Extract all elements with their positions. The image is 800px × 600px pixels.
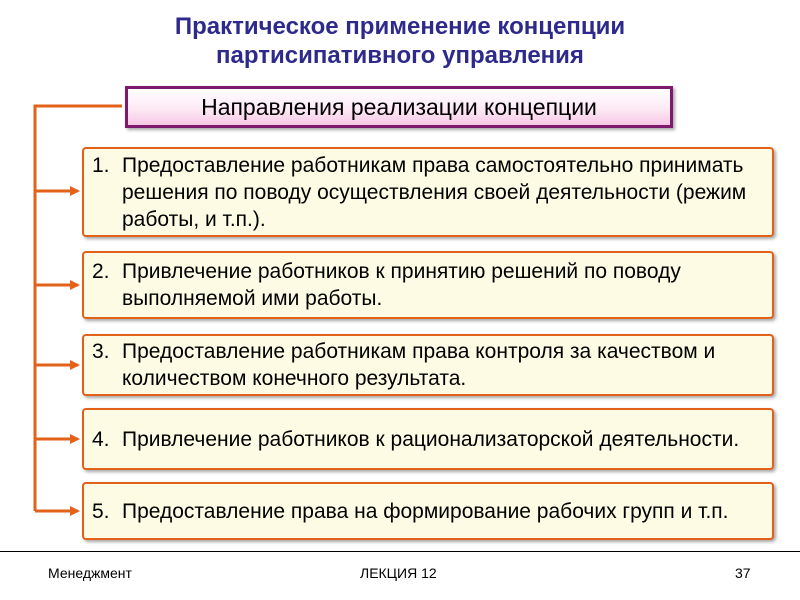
slide-title-line-1: Практическое применение концепции (174, 13, 626, 40)
item-text: Предоставление работникам права контроля за качеством и количеством конечного результата. (122, 340, 716, 390)
footer-page-number: 37 (735, 565, 751, 581)
direction-item-3 (82, 334, 774, 396)
direction-item-1 (82, 147, 774, 237)
item-text: Предоставление права на формирование рабочих групп и т.п. (122, 499, 729, 523)
item-text: Привлечение работников к принятию решений по поводу выполняемой ими работы. (122, 260, 681, 310)
direction-item-5 (82, 482, 774, 540)
item-number: 3. (92, 340, 110, 363)
item-number: 1. (92, 153, 110, 177)
item-number: 4. (92, 427, 110, 451)
slide-title-line-2: партисипативного управления (216, 42, 584, 69)
direction-item-2 (82, 251, 774, 319)
item-number: 2. (92, 260, 110, 283)
item-text: Предоставление работникам права самостоятельно принимать решения по поводу осуществления своей деятельности (режим работы, и т.п.). (122, 153, 747, 231)
footer-course: Менеджмент (48, 565, 132, 581)
directions-header-box (125, 86, 673, 128)
item-text: Привлечение работников к рационализаторской деятельности. (122, 427, 740, 451)
item-number: 5. (92, 499, 110, 523)
footer-lecture: ЛЕКЦИЯ 12 (360, 565, 437, 581)
footer-divider (0, 551, 800, 552)
direction-item-4 (82, 408, 774, 470)
directions-header-label: Направления реализации концепции (201, 93, 597, 120)
